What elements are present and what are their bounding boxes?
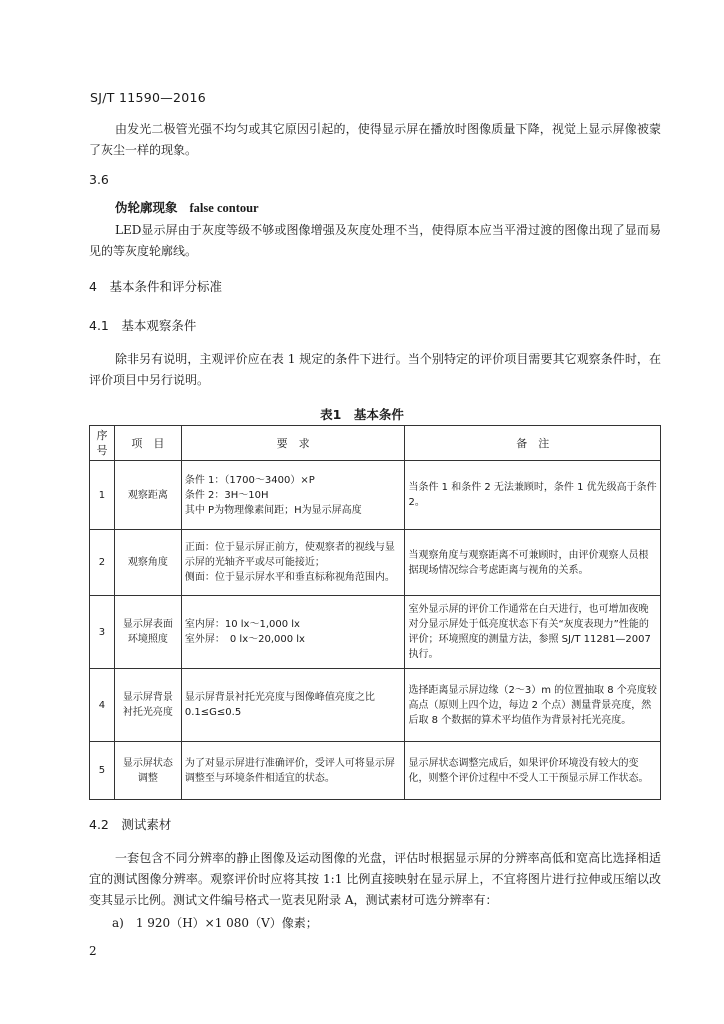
req-line: 为了对显示屏进行准确评价，受评人可将显示屏调整至与环境条件相适宜的状态。 <box>184 757 395 784</box>
row-requirement <box>181 461 405 530</box>
col-header-requirement: 要 求 <box>181 426 405 461</box>
list-item-a: a) 1 920（H）×1 080（V）像素； <box>112 916 318 930</box>
row-item: 观察距离 <box>114 461 181 530</box>
row-requirement <box>181 742 405 800</box>
table-row <box>90 461 661 530</box>
req-line: 条件 2：3H～10H <box>184 489 269 501</box>
table-row <box>90 596 661 669</box>
paragraph-4-1: 除非另有说明，主观评价应在表 1 规定的条件下进行。当个别特定的评价项目需要其它观察条件时，在评价项目中另行说明。 <box>89 352 661 387</box>
section-4-1-heading: 4.1 基本观察条件 <box>89 318 197 333</box>
doc-header-id: SJ/T 11590—2016 <box>90 90 207 105</box>
col-header-note: 备 注 <box>405 426 661 461</box>
section-3-6-number: 3.6 <box>89 172 109 187</box>
paragraph-4-2: 一套包含不同分辨率的静止图像及运动图像的光盘，评估时根据显示屏的分辨率高低和宽高比选择相适宜的测试图像分辨率。观察评价时应将其按 1:1 比例直接映射在显示屏上，不宜将图片进行拉伸或压缩以改变其显示比例。测试文件编号格式一览表见附录 A，测试素材可选分辨率有： <box>89 851 661 907</box>
row-note: 当观察角度与观察距离不可兼顾时，由评价观察人员根据现场情况综合考虑距离与视角的关系。 <box>405 530 661 596</box>
row-note: 当条件 1 和条件 2 无法兼顾时，条件 1 优先级高于条件 2。 <box>405 461 661 530</box>
table-row <box>90 742 661 800</box>
table-header-row <box>90 426 661 461</box>
table-caption: 表1 基本条件 <box>320 407 404 422</box>
page-number: 2 <box>89 944 97 958</box>
term-cn: 伪轮廓现象 <box>115 200 178 215</box>
col-header-no: 序号 <box>90 426 115 461</box>
req-line: 室内屏：10 lx～1,000 lx <box>184 619 300 630</box>
col-header-item: 项 目 <box>114 426 181 461</box>
row-note: 室外显示屏的评价工作通常在白天进行，也可增加夜晚对分显示屏处于低亮度状态下有关“灰度表现力”性能的评价；环境照度的测量方法，参照 SJ/T 11281—2007 执行。 <box>405 596 661 669</box>
row-note: 显示屏状态调整完成后，如果评价环境没有较大的变化，则整个评价过程中不受人工干预显示屏工作状态。 <box>405 742 661 800</box>
paragraph-dust-effect: 由发光二极管光强不均匀或其它原因引起的，使得显示屏在播放时图像质量下降，视觉上显示屏像被蒙了灰尘一样的现象。 <box>89 122 661 157</box>
table-row <box>90 669 661 742</box>
basic-conditions-table <box>89 425 661 800</box>
req-line: 其中 P为物理像素间距；H为显示屏高度 <box>184 504 362 516</box>
term-3-6 <box>115 198 259 216</box>
table-row <box>90 530 661 596</box>
req-line: 条件 1：（1700～3400）×P <box>184 474 315 486</box>
row-requirement <box>181 530 405 596</box>
section-4-2-heading: 4.2 测试素材 <box>89 817 172 832</box>
row-item: 显示屏表面环境照度 <box>114 596 181 669</box>
term-en: false contour <box>189 201 259 215</box>
section-4-heading: 4 基本条件和评分标准 <box>89 279 222 294</box>
req-line: 显示屏背景衬托光亮度与图像峰值亮度之比 0.1≤G≤0.5 <box>184 692 375 718</box>
row-no: 4 <box>90 669 115 742</box>
row-note: 选择距离显示屏边缘（2～3）m 的位置抽取 8 个亮度较高点（原则上四个边，每边 2 个点）测量背景亮度，然后取 8 个数据的算术平均值作为背景衬托光亮度。 <box>405 669 661 742</box>
row-no: 2 <box>90 530 115 596</box>
req-line: 室外屏： 0 lx～20,000 lx <box>184 634 305 645</box>
row-requirement <box>181 669 405 742</box>
req-line: 侧面：位于显示屏水平和垂直标称视角范围内。 <box>184 572 395 583</box>
row-requirement <box>181 596 405 669</box>
paragraph-false-contour: LED显示屏由于灰度等级不够或图像增强及灰度处理不当，使得原本应当平滑过渡的图像出现了显而易见的等灰度轮廓线。 <box>89 223 661 258</box>
row-no: 5 <box>90 742 115 800</box>
row-item: 显示屏背景衬托光亮度 <box>114 669 181 742</box>
req-line: 正面：位于显示屏正前方，使观察者的视线与显示屏的光轴齐平或尽可能接近； <box>184 542 395 568</box>
row-no: 3 <box>90 596 115 669</box>
row-no: 1 <box>90 461 115 530</box>
row-item: 显示屏状态调整 <box>114 742 181 800</box>
row-item: 观察角度 <box>114 530 181 596</box>
